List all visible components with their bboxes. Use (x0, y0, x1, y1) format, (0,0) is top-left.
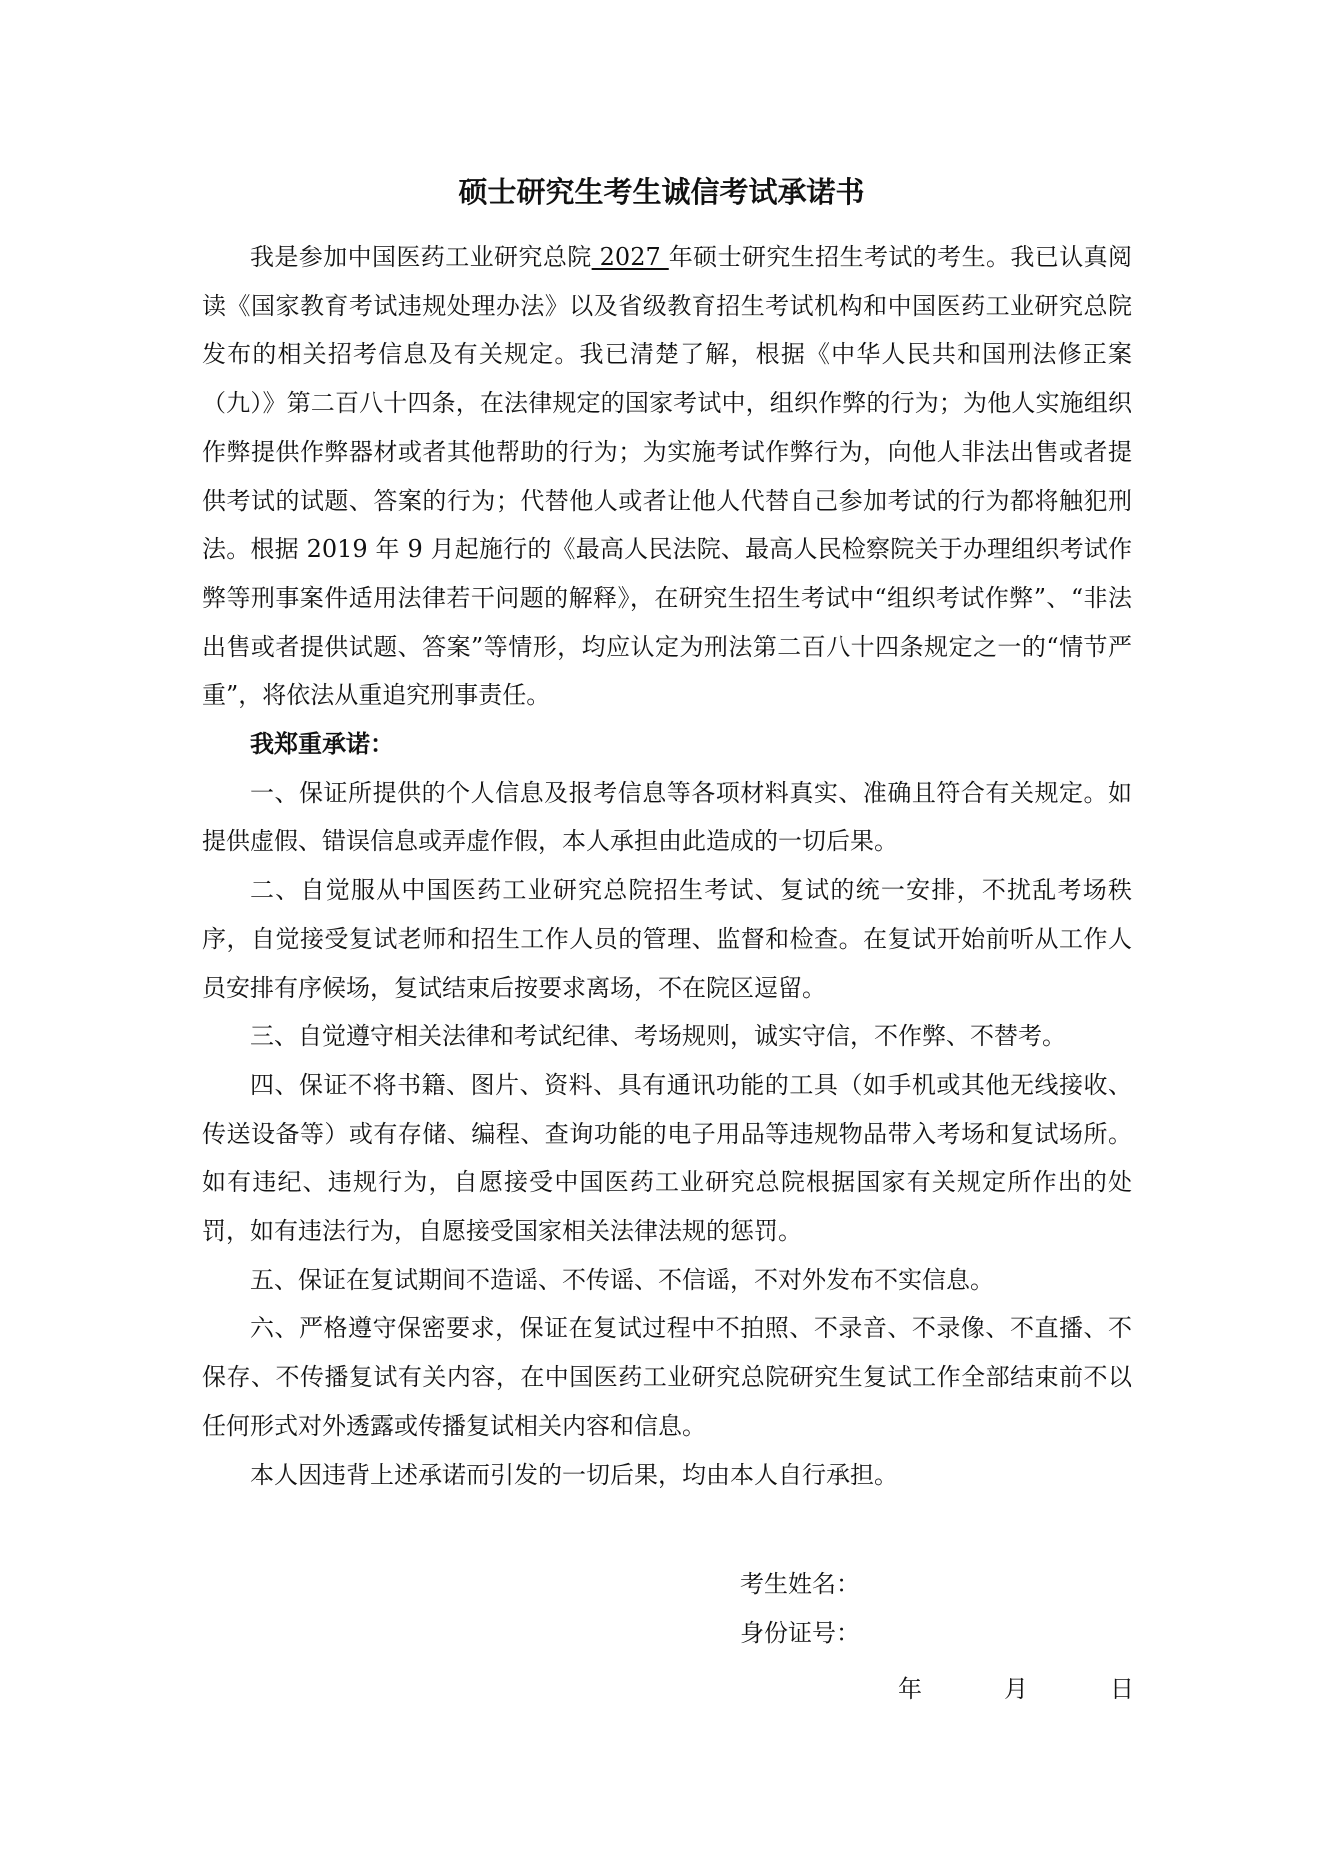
pledge-item-4: 四、保证不将书籍、图片、资料、具有通讯功能的工具（如手机或其他无线接收、传送设备等）或有存储、编程、查询功能的电子用品等违规物品带入考场和复试场所。如有违纪、违规行为，自愿接受中国医药工业研究总院根据国家有关规定所作出的处罚，如有违法行为，自愿接受国家相关法律法规的惩罚。 (202, 1070, 1132, 1246)
intro-paragraph (202, 233, 1132, 720)
date-month-label: 月 (1004, 1675, 1028, 1703)
date-day-label: 日 (1110, 1675, 1134, 1703)
date-line (898, 1669, 1134, 1709)
id-number-label: 身份证号： (740, 1618, 860, 1647)
pledge-item-2: 二、自觉服从中国医药工业研究总院招生考试、复试的统一安排，不扰乱考场秩序，自觉接受复试老师和招生工作人员的管理、监督和检查。在复试开始前听从工作人员安排有序候场，复试结束后按要求离场，不在院区逗留。 (202, 876, 1132, 1002)
pledge-item-1: 一、保证所提供的个人信息及报考信息等各项材料真实、准确且符合有关规定。如提供虚假、错误信息或弄虚作假，本人承担由此造成的一切后果。 (202, 778, 1132, 856)
pledge-item-5: 五、保证在复试期间不造谣、不传谣、不信谣，不对外发布不实信息。 (250, 1265, 994, 1294)
pledge-heading: 我郑重承诺： (250, 730, 394, 759)
pledge-item-3: 三、自觉遵守相关法律和考试纪律、考场规则，诚实守信，不作弊、不替考。 (250, 1022, 1066, 1051)
document-body (202, 233, 1132, 1499)
exam-year: 2027 (591, 243, 669, 271)
intro-after-year: 年硕士研究生招生考试的考生。我已认真阅读《国家教育考试违规处理办法》以及省级教育招生考试机构和中国医药工业研究总院发布的相关招考信息及有关规定。我已清楚了解，根据《中华人民共和国刑法修正案（九）》第二百八十四条，在法律规定的国家考试中，组织作弊的行为；为他人实施组织作弊提供作弊器材或者其他帮助的行为；为实施考试作弊行为，向他人非法出售或者提供考试的试题、答案的行为；代替他人或者让他人代替自己参加考试的行为都将触犯刑法。根据 2019 年 9 月起施行的《最高人民法院、最高人民检察院关于办理组织考试作弊等刑事案件适用法律若干问题的解释》，在研究生招生考试中“组织考试作弊”、“非法出售或者提供试题、答案”等情形，均应认定为刑法第二百八十四条规定之一的“情节严重”，将依法从重追究刑事责任。 (202, 243, 1132, 710)
candidate-name-label: 考生姓名： (740, 1570, 860, 1598)
signature-block (740, 1560, 860, 1657)
date-year-label: 年 (898, 1675, 922, 1703)
closing-statement: 本人因违背上述承诺而引发的一切后果，均由本人自行承担。 (250, 1460, 898, 1489)
pledge-item-6: 六、严格遵守保密要求，保证在复试过程中不拍照、不录音、不录像、不直播、不保存、不传播复试有关内容，在中国医药工业研究总院研究生复试工作全部结束前不以任何形式对外透露或传播复试相关内容和信息。 (202, 1314, 1132, 1440)
document-title: 硕士研究生考生诚信考试承诺书 (458, 175, 865, 209)
intro-before-year: 我是参加中国医药工业研究总院 (250, 243, 592, 271)
